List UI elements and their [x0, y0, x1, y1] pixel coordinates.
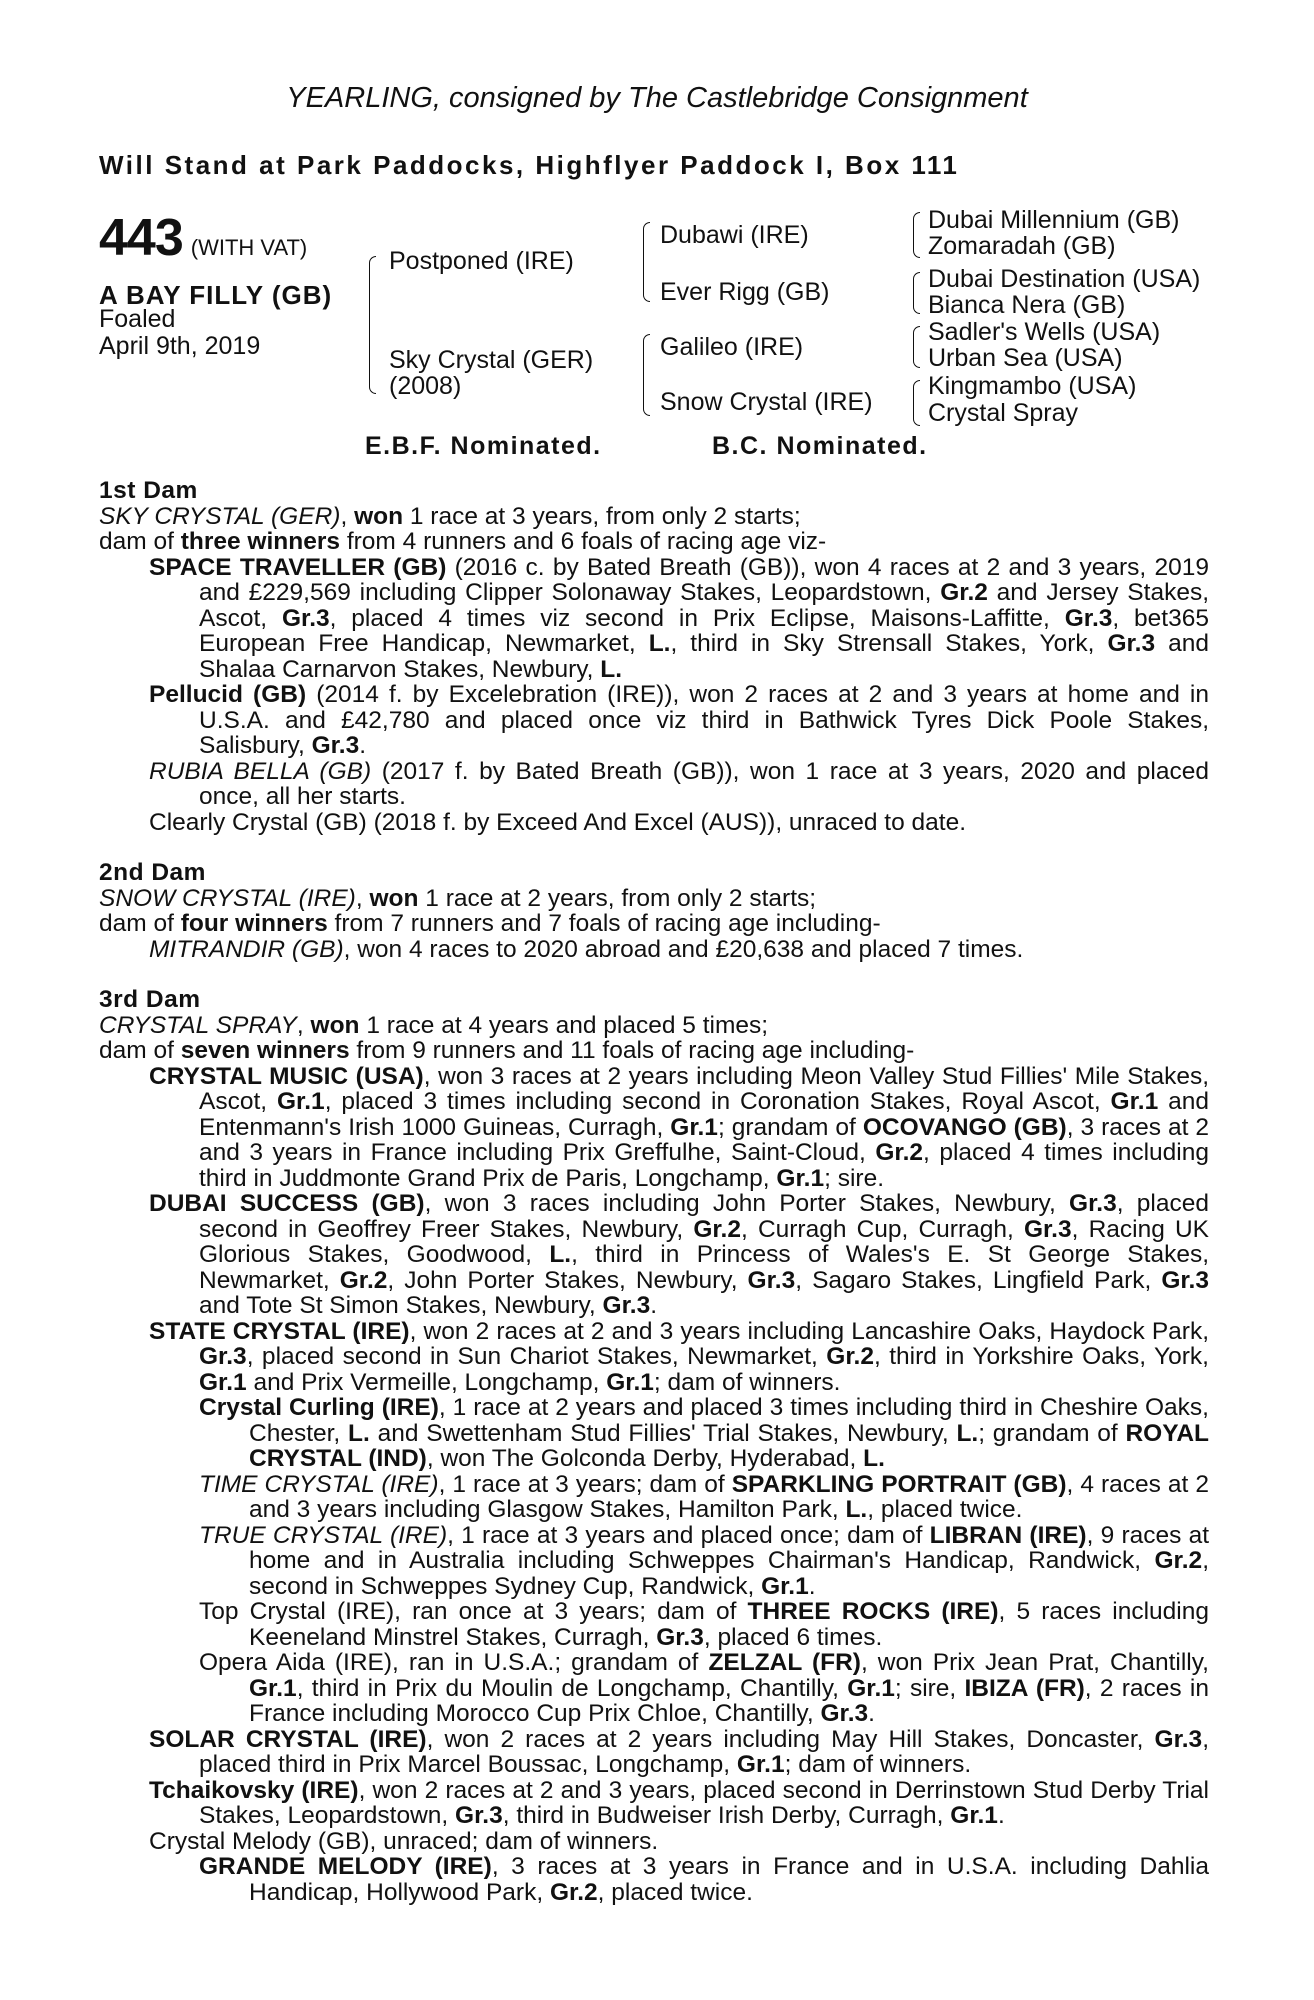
first-dam-section [99, 478, 1209, 835]
pedigree-ggsire-1: Dubai Millennium (GB) [928, 206, 1180, 234]
pedigree-bracket [913, 272, 920, 314]
pedigree-sire: Postponed (IRE) [389, 247, 574, 275]
third-dam-section [99, 987, 1209, 1905]
progeny-entry: STATE CRYSTAL (IRE), won 2 races at 2 and 3 years including Lancashire Oaks, Haydock Park, Gr.3, placed second in Sun Chariot Stakes, Newmarket, Gr.2, third in Yorkshire Oaks, York, Gr.1 and Prix Vermeille, Longchamp, Gr.1; dam of winners. [149, 1317, 1210, 1396]
foaled-label: Foaled [99, 305, 176, 333]
pedigree-bracket [643, 334, 650, 416]
progeny-entry: Clearly Crystal (GB) (2018 f. by Exceed And Excel (AUS)), unraced to date. [149, 808, 967, 836]
section-title: 1st Dam [99, 477, 198, 504]
grand-progeny-entry: Crystal Curling (IRE), 1 race at 2 years and placed 3 times including third in Cheshire Oaks, Chester, L. and Swettenham Stud Fillies' Trial Stakes, Newbury, L.; grandam of ROYAL CRYSTAL (IND), won The Golconda Derby, Hyderabad, L. [199, 1394, 1209, 1472]
progeny-entry: CRYSTAL MUSIC (USA), won 3 races at 2 years including Meon Valley Stud Fillies' Mile Stakes, Ascot, Gr.1, placed 3 times including second in Coronation Stakes, Royal Ascot, Gr.1 and Entenmann's Irish 1000 Guineas, Curragh, Gr.1; grandam of OCOVANGO (GB), 3 races at 2 and 3 years in France including Prix Greffulhe, Saint-Cloud, Gr.2, placed 4 times including third in Juddmonte Grand Prix de Paris, Longchamp, Gr.1; sire. [149, 1062, 1210, 1192]
pedigree-dam-year: (2008) [389, 372, 462, 400]
pedigree-bracket [913, 212, 920, 258]
section-title: 2nd Dam [99, 859, 206, 886]
pedigree-ggdam-1: Zomaradah (GB) [928, 232, 1116, 260]
grand-progeny-entry: Top Crystal (IRE), ran once at 3 years; dam of THREE ROCKS (IRE), 5 races including Keeneland Minstrel Stakes, Curragh, Gr.3, placed 6 times. [199, 1598, 1209, 1651]
grand-progeny-entry: TRUE CRYSTAL (IRE), 1 race at 3 years and placed once; dam of LIBRAN (IRE), 9 races at home and in Australia including Schweppes Chairman's Handicap, Randwick, Gr.2, second in Schweppes Sydney Cup, Randwick, Gr.1. [199, 1521, 1209, 1600]
dam-of-line: dam of seven winners from 9 runners and 11 foals of racing age including- [99, 1037, 915, 1064]
pedigree-sire-dam: Ever Rigg (GB) [660, 278, 830, 306]
horse-name: A BAY FILLY (GB) [99, 280, 333, 310]
pedigree-ggdam-3: Urban Sea (USA) [928, 344, 1123, 372]
pedigree-bracket [643, 222, 650, 302]
pedigree-dam: Sky Crystal (GER) [389, 346, 594, 374]
dam-intro: CRYSTAL SPRAY, won 1 race at 4 years and placed 5 times; [99, 1011, 769, 1039]
lot-number-block [99, 208, 307, 268]
pedigree-dam-dam: Snow Crystal (IRE) [660, 388, 873, 416]
pedigree-ggsire-4: Kingmambo (USA) [928, 372, 1137, 400]
page-subtitle: Will Stand at Park Paddocks, Highflyer Paddock I, Box 111 [99, 150, 960, 180]
progeny-entry: Crystal Melody (GB), unraced; dam of winners. [149, 1827, 659, 1855]
progeny-entry: Pellucid (GB) (2014 f. by Excelebration (IRE)), won 2 races at 2 and 3 years at home and in U.S.A. and £42,780 and placed once viz third in Bathwick Tyres Dick Poole Stakes, Salisbury, Gr.3. [149, 681, 1209, 759]
foaled-info [99, 306, 260, 360]
pedigree-ggsire-3: Sadler's Wells (USA) [928, 318, 1161, 346]
section-title: 3rd Dam [99, 986, 201, 1013]
dam-intro: SNOW CRYSTAL (IRE), won 1 race at 2 years, from only 2 starts; [99, 884, 817, 912]
pedigree-ggdam-2: Bianca Nera (GB) [928, 291, 1126, 319]
pedigree-bracket [913, 326, 920, 368]
ebf-nominated: E.B.F. Nominated. [365, 432, 602, 460]
progeny-entry: Tchaikovsky (IRE), won 2 races at 2 and 3 years, placed second in Derrinstown Stud Derby Trial Stakes, Leopardstown, Gr.3, third in Budweiser Irish Derby, Curragh, Gr.1. [149, 1776, 1210, 1829]
grand-progeny-entry: TIME CRYSTAL (IRE), 1 race at 3 years; dam of SPARKLING PORTRAIT (GB), 4 races at 2 and 3 years including Glasgow Stakes, Hamilton Park, L., placed twice. [199, 1470, 1209, 1523]
progeny-entry: SOLAR CRYSTAL (IRE), won 2 races at 2 years including May Hill Stakes, Doncaster, Gr.3, placed third in Prix Marcel Boussac, Longchamp, Gr.1; dam of winners. [149, 1725, 1210, 1778]
progeny-entry: MITRANDIR (GB), won 4 races to 2020 abroad and £20,638 and placed 7 times. [149, 935, 1024, 963]
pedigree-bracket [369, 256, 376, 394]
progeny-entry: DUBAI SUCCESS (GB), won 3 races including John Porter Stakes, Newbury, Gr.3, placed second in Geoffrey Freer Stakes, Newbury, Gr.2, Curragh Cup, Curragh, Gr.3, Racing UK Glorious Stakes, Goodwood, L., third in Princess of Wales's E. St George Stakes, Newmarket, Gr.2, John Porter Stakes, Newbury, Gr.3, Sagaro Stakes, Lingfield Park, Gr.3 and Tote St Simon Stakes, Newbury, Gr.3. [149, 1190, 1209, 1319]
grand-progeny-entry: Opera Aida (IRE), ran in U.S.A.; grandam of ZELZAL (FR), won Prix Jean Prat, Chantilly, Gr.1, third in Prix du Moulin de Longchamp, Chantilly, Gr.1; sire, IBIZA (FR), 2 races in France including Morocco Cup Prix Chloe, Chantilly, Gr.3. [199, 1649, 1209, 1727]
second-dam-section [99, 860, 1209, 962]
bc-nominated: B.C. Nominated. [712, 432, 928, 460]
dam-of-line: dam of four winners from 7 runners and 7 foals of racing age including- [99, 910, 881, 937]
progeny-entry: SPACE TRAVELLER (GB) (2016 c. by Bated Breath (GB)), won 4 races at 2 and 3 years, 2019 and £229,569 including Clipper Solonaway Stakes, Leopardstown, Gr.2 and Jersey Stakes, Ascot, Gr.3, placed 4 times viz second in Prix Eclipse, Maisons-Laffitte, Gr.3, bet365 European Free Handicap, Newmarket, L., third in Sky Strensall Stakes, York, Gr.3 and Shalaa Carnarvon Stakes, Newbury, L. [149, 553, 1210, 683]
pedigree-dam-sire: Galileo (IRE) [660, 333, 804, 361]
catalogue-body [99, 478, 1209, 1905]
grand-progeny-entry: GRANDE MELODY (IRE), 3 races at 3 years in France and in U.S.A. including Dahlia Handicap, Hollywood Park, Gr.2, placed twice. [199, 1853, 1209, 1906]
foaled-date: April 9th, 2019 [99, 332, 261, 360]
page-title: YEARLING, consigned by The Castlebridge Consignment [286, 82, 1028, 114]
pedigree-bracket [913, 380, 920, 426]
pedigree-ggdam-4: Crystal Spray [928, 399, 1079, 427]
pedigree-sire-sire: Dubawi (IRE) [660, 221, 809, 249]
dam-intro: SKY CRYSTAL (GER), won 1 race at 3 years, from only 2 starts; [99, 502, 801, 530]
dam-of-line: dam of three winners from 4 runners and 6 foals of racing age viz- [99, 528, 827, 555]
pedigree-ggsire-2: Dubai Destination (USA) [928, 265, 1201, 293]
lot-number: 443 [99, 209, 183, 267]
progeny-entry: RUBIA BELLA (GB) (2017 f. by Bated Breath (GB)), won 1 race at 3 years, 2020 and placed once, all her starts. [149, 757, 1209, 810]
vat-label: (WITH VAT) [190, 235, 308, 260]
